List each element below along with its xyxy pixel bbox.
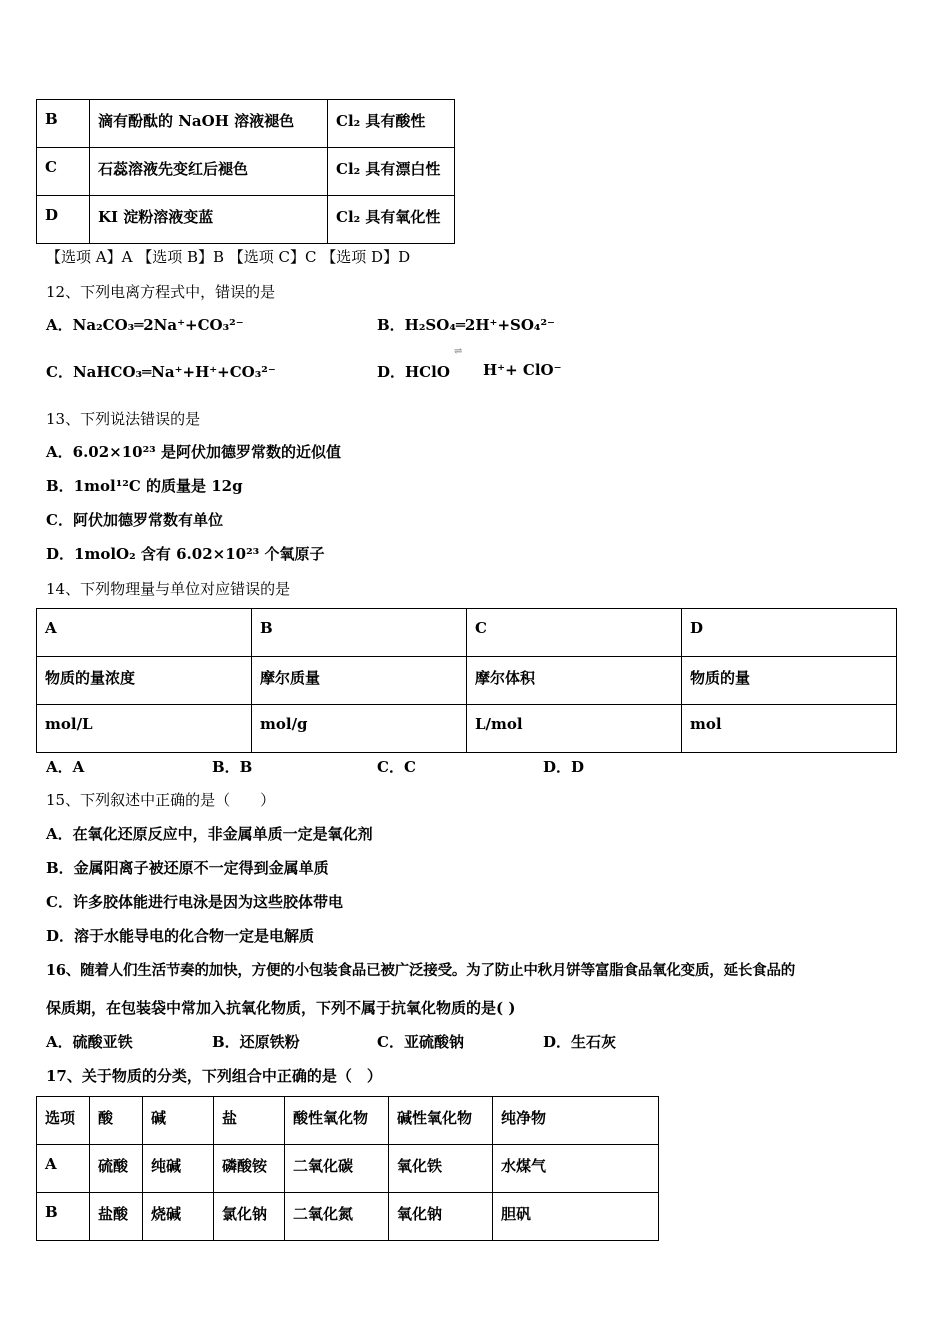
q12-option-c: C．NaHCO₃═Na⁺+H⁺+CO₃²⁻ bbox=[46, 363, 276, 381]
q13-option-a: A．6.02×10²³ 是阿伏加德罗常数的近似值 bbox=[46, 443, 341, 461]
table-cell: 纯碱 bbox=[143, 1145, 214, 1193]
table-cell: A bbox=[37, 1145, 90, 1193]
q12-option-a: A．Na₂CO₃═2Na⁺+CO₃²⁻ bbox=[46, 316, 244, 334]
table-cell: KI 淀粉溶液变蓝 bbox=[90, 196, 328, 244]
table-cell: C bbox=[467, 609, 682, 657]
q14-option-c: C．C bbox=[377, 758, 416, 776]
table-cell: Cl₂ 具有氧化性 bbox=[328, 196, 455, 244]
table-cell: 物质的量浓度 bbox=[37, 657, 252, 705]
q13-option-d: D．1molO₂ 含有 6.02×10²³ 个氧原子 bbox=[46, 545, 325, 563]
q14-option-a: A．A bbox=[46, 758, 85, 776]
q16-stem-line1: 16、随着人们生活节奏的加快，方便的小包装食品已被广泛接受。为了防止中秋月饼等富脂食品氧化变质，延长食品的 bbox=[46, 962, 796, 979]
table-cell: Cl₂ 具有酸性 bbox=[328, 100, 455, 148]
table-cell: 烧碱 bbox=[143, 1193, 214, 1241]
table-cell: 物质的量 bbox=[682, 657, 897, 705]
q11-table bbox=[36, 99, 455, 244]
table-cell: 酸 bbox=[90, 1097, 143, 1145]
table-cell: 氧化钠 bbox=[389, 1193, 493, 1241]
table-cell: 滴有酚酞的 NaOH 溶液褪色 bbox=[90, 100, 328, 148]
table-cell: 氯化钠 bbox=[214, 1193, 285, 1241]
table-cell: mol bbox=[682, 705, 897, 753]
q16-stem-line2: 保质期，在包装袋中常加入抗氧化物质，下列不属于抗氧化物质的是( ) bbox=[46, 999, 516, 1017]
q12-stem: 12、下列电离方程式中，错误的是 bbox=[46, 283, 276, 301]
table-cell: 水煤气 bbox=[493, 1145, 659, 1193]
table-row bbox=[37, 196, 455, 244]
table-row bbox=[37, 705, 897, 753]
table-cell: 选项 bbox=[37, 1097, 90, 1145]
table-cell: 磷酸铵 bbox=[214, 1145, 285, 1193]
q16-option-b: B．还原铁粉 bbox=[212, 1033, 300, 1051]
q15-option-d: D．溶于水能导电的化合物一定是电解质 bbox=[46, 927, 315, 945]
table-cell: D bbox=[37, 196, 90, 244]
table-cell: 二氧化氮 bbox=[285, 1193, 389, 1241]
table-cell: 碱 bbox=[143, 1097, 214, 1145]
table-cell: B bbox=[37, 100, 90, 148]
q12-option-b: B．H₂SO₄═2H⁺+SO₄²⁻ bbox=[377, 316, 555, 334]
table-cell: Cl₂ 具有漂白性 bbox=[328, 148, 455, 196]
q13-option-b: B．1mol¹²C 的质量是 12g bbox=[46, 477, 243, 495]
table-cell: A bbox=[37, 609, 252, 657]
table-cell: 盐 bbox=[214, 1097, 285, 1145]
table-row bbox=[37, 609, 897, 657]
table-row bbox=[37, 657, 897, 705]
q16-option-c: C．亚硫酸钠 bbox=[377, 1033, 464, 1051]
q15-stem: 15、下列叙述中正确的是（ ） bbox=[46, 791, 276, 809]
table-cell: mol/g bbox=[252, 705, 467, 753]
q15-option-c: C．许多胶体能进行电泳是因为这些胶体带电 bbox=[46, 893, 343, 911]
equilibrium-arrow-icon: ⇌ bbox=[454, 346, 463, 357]
q15-option-b: B．金属阳离子被还原不一定得到金属单质 bbox=[46, 859, 329, 877]
table-cell: mol/L bbox=[37, 705, 252, 753]
table-cell: 酸性氧化物 bbox=[285, 1097, 389, 1145]
table-cell: 氧化铁 bbox=[389, 1145, 493, 1193]
table-cell: 摩尔质量 bbox=[252, 657, 467, 705]
table-cell: L/mol bbox=[467, 705, 682, 753]
q14-table bbox=[36, 608, 897, 753]
table-cell: 摩尔体积 bbox=[467, 657, 682, 705]
q15-option-a: A．在氧化还原反应中，非金属单质一定是氧化剂 bbox=[46, 825, 373, 843]
table-cell: 纯净物 bbox=[493, 1097, 659, 1145]
q16-option-a: A．硫酸亚铁 bbox=[46, 1033, 133, 1051]
q11-options-line: 【选项 A】A 【选项 B】B 【选项 C】C 【选项 D】D bbox=[46, 248, 411, 266]
q16-option-d: D．生石灰 bbox=[543, 1033, 617, 1051]
table-cell: 二氧化碳 bbox=[285, 1145, 389, 1193]
q14-stem: 14、下列物理量与单位对应错误的是 bbox=[46, 580, 291, 598]
table-cell: B bbox=[37, 1193, 90, 1241]
table-cell: 盐酸 bbox=[90, 1193, 143, 1241]
table-cell: 胆矾 bbox=[493, 1193, 659, 1241]
q17-table bbox=[36, 1096, 659, 1241]
table-row bbox=[37, 1145, 659, 1193]
table-row bbox=[37, 1193, 659, 1241]
q12-option-d: D．HClO bbox=[377, 363, 450, 381]
table-cell: D bbox=[682, 609, 897, 657]
q13-option-c: C．阿伏加德罗常数有单位 bbox=[46, 511, 223, 529]
q17-stem: 17、关于物质的分类，下列组合中正确的是（ ） bbox=[46, 1067, 382, 1085]
table-cell: 硫酸 bbox=[90, 1145, 143, 1193]
table-cell: C bbox=[37, 148, 90, 196]
table-row bbox=[37, 1097, 659, 1145]
q12-option-d-right: H⁺+ ClO⁻ bbox=[483, 361, 562, 379]
q13-stem: 13、下列说法错误的是 bbox=[46, 410, 201, 428]
table-cell: 碱性氧化物 bbox=[389, 1097, 493, 1145]
q14-option-b: B．B bbox=[212, 758, 253, 776]
table-row bbox=[37, 100, 455, 148]
table-cell: B bbox=[252, 609, 467, 657]
q14-option-d: D．D bbox=[543, 758, 585, 776]
table-cell: 石蕊溶液先变红后褪色 bbox=[90, 148, 328, 196]
table-row bbox=[37, 148, 455, 196]
